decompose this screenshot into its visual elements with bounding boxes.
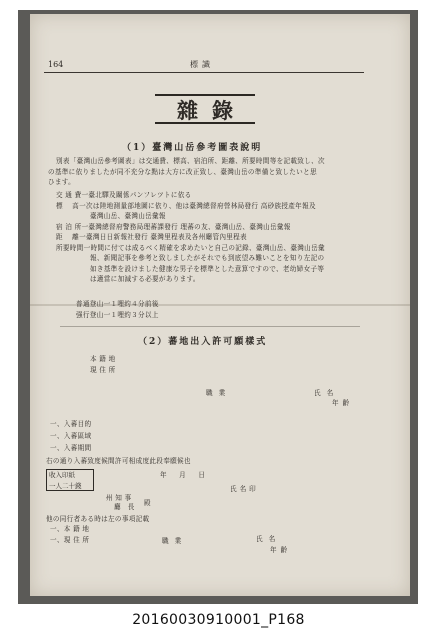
field-domicile: 本 籍 地 (90, 355, 116, 363)
intro-line: 別表「臺灣山岳參考圖表」は交通費、標高、宿泊所、距離、所要時間等を記載致し、次 (56, 157, 325, 165)
field-occupation-2: 職業 (162, 537, 188, 545)
pace-forced: 强行登山一１哩約３分以上 (76, 310, 159, 319)
header-rule (44, 72, 364, 73)
running-head: 標識 (190, 60, 214, 69)
item-time-cont: 如き基準を設けました健康な男子を標準とした意算ですので、老幼婦女子等 (90, 264, 325, 273)
entry-items (50, 418, 91, 454)
form-date: 年 月 日 (160, 471, 208, 479)
item-transport: 交 通 費一臺北驛及關係パンフレツトに依る (56, 191, 192, 199)
addressee-governor: 州 知 事 (106, 494, 132, 502)
section1-heading: （1）臺灣山岳參考圖表說明 (122, 143, 263, 153)
pace-normal: 普通登山一１哩約４分前後 (76, 300, 159, 308)
item-distance: 距 離一臺灣日日新報社發行 臺灣里程表及各州廳管內里程表 (56, 233, 247, 241)
addressee-honorific: 殿 (144, 499, 151, 507)
companions-line: 他の同行者ある時は左の事項記載 (46, 515, 150, 523)
section1-intro (48, 156, 325, 188)
form-address-top (90, 354, 115, 375)
entry-period: 一、入蕃期間 (50, 444, 92, 452)
item-time: 所要時間一時間に付ては成るべく精確を求めたいと自己の記錄、臺灣山岳、臺灣山岳彙 (56, 243, 325, 252)
item-elevation-cont: 臺灣山岳、臺灣山岳彙報 (90, 212, 166, 220)
page-number: 164 (48, 60, 64, 69)
revenue-stamp-box (46, 469, 94, 491)
section-divider (60, 326, 360, 327)
entry-purpose: 一、入蕃目的 (50, 420, 92, 428)
request-line: 右の通り入蕃致度候間許可相成度此段奉願候也 (46, 457, 191, 465)
intro-line: の基準に依りましたが同不充分な點は大方に改正致し、臺灣山岳の準備と致したいと思 (48, 167, 317, 176)
item-time-cont: は適當に加減する必要があります。 (90, 275, 200, 283)
document-page (30, 14, 410, 596)
item-elevation: 標 高一次は陸地測量部地圖に依り、他は臺灣總督府營林局發行 高砂族授產年報及 (56, 201, 316, 210)
field-residence: 現 住 所 (90, 365, 116, 374)
field-name: 氏名 (314, 389, 340, 397)
field-residence-2: 一、現 住 所 (50, 536, 90, 544)
form-name-seal: 氏名印 (230, 485, 259, 493)
image-caption: 20160030910001_P168 (132, 612, 305, 628)
field-age: 年齡 (332, 399, 354, 407)
addressee (106, 494, 135, 512)
stamp-label: 收入印紙 (49, 471, 75, 479)
stamp-fee: 一人二十錢 (49, 482, 82, 490)
addressee-chief: 廳 長 (114, 503, 135, 511)
item-lodging: 宿 泊 所一臺灣總督府警務局理蕃課發行 理蕃の友、臺灣山岳、臺灣山岳彙報 (56, 222, 291, 231)
field-name-2: 氏名 (256, 535, 282, 543)
entry-area: 一、入蕃區域 (50, 432, 92, 440)
field-domicile-2: 一、本 籍 地 (50, 525, 90, 533)
form-address-bottom (50, 524, 89, 546)
page-title: 雜錄 (155, 94, 255, 124)
pace-standards (76, 299, 159, 320)
section2-heading: （2）蕃地出入許可願樣式 (138, 337, 268, 347)
field-age-2: 年齡 (270, 546, 292, 554)
item-time-cont: 報、新聞記事を參考と致しましたがそれでも到底望み難いことを知り左記の (90, 254, 325, 262)
field-occupation: 職業 (206, 389, 232, 397)
intro-line: ひます。 (48, 178, 76, 186)
section1-items (56, 190, 325, 285)
